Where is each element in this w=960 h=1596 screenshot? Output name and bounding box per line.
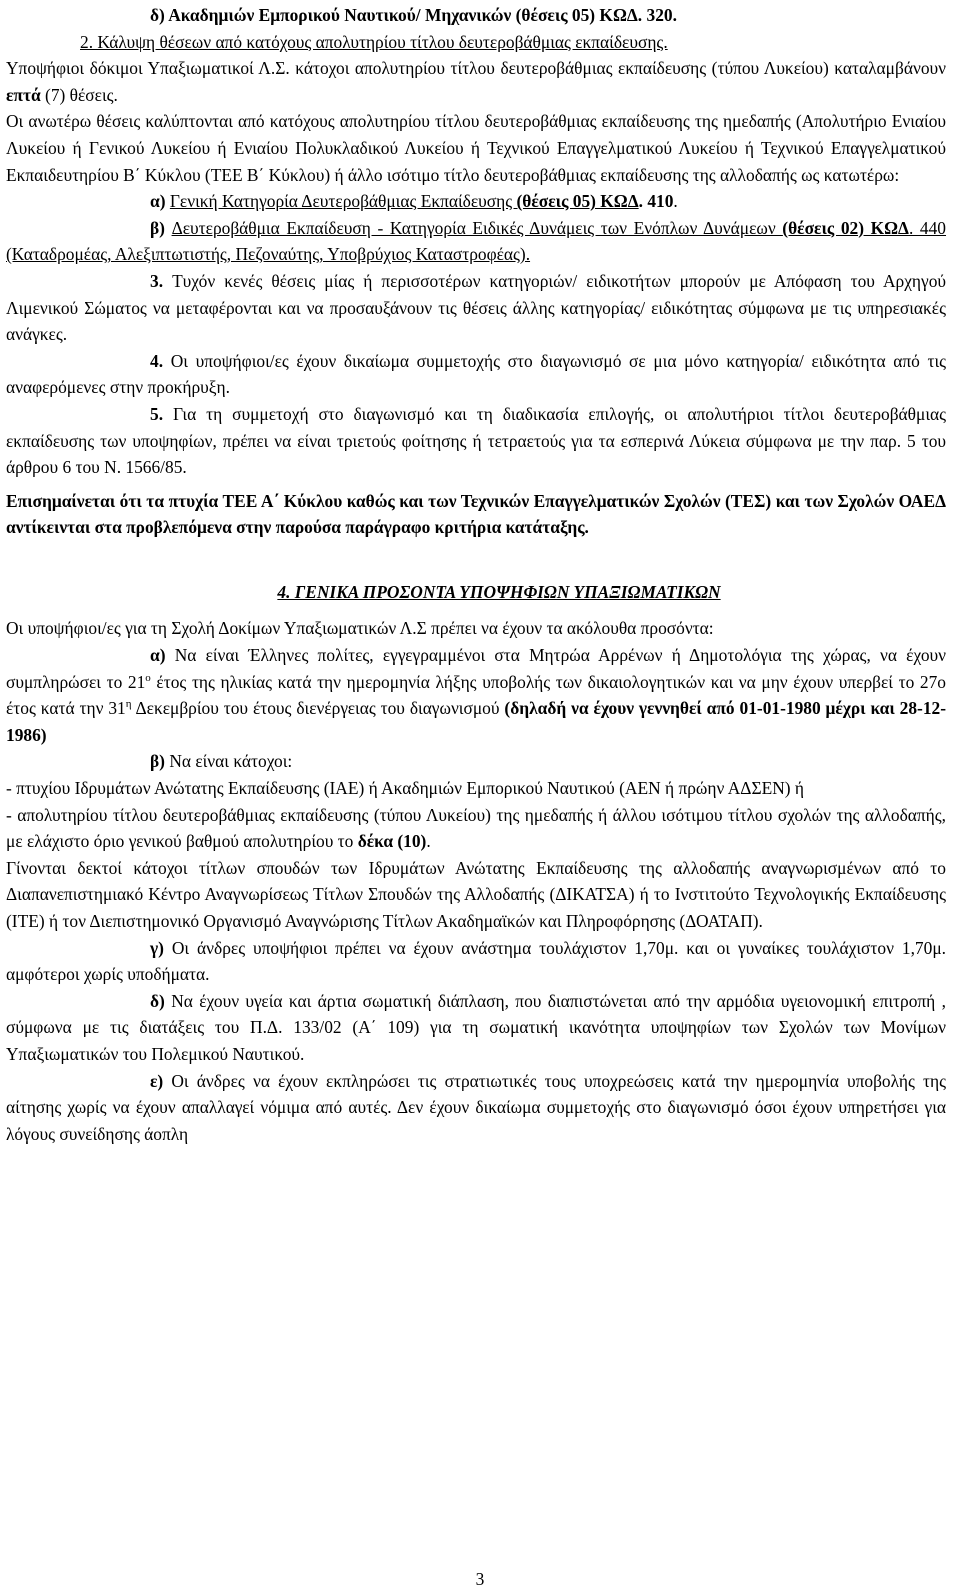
qualification-b: β) Να είναι κάτοχοι: — [150, 751, 293, 772]
spacer — [6, 541, 946, 579]
candidates-paragraph: Υποψήφιοι δόκιμοι Υπαξιωματικοί Λ.Σ. κάτοχοι απολυτηρίου τίτλου δευτεροβάθμιας εκπαίδευσης (τύπου Λυκείου) καταλαμβάνουν επτά (7) θέσεις. — [6, 58, 946, 105]
positions-paragraph: Οι ανωτέρω θέσεις καλύπτονται από κατόχους απολυτηρίου τίτλου δευτεροβάθμιας εκπαίδευσης της ημεδαπής (Απολυτήριο Ενιαίου Λυκείου ή Γενικού Λυκείου ή Ενιαίου Πολυκλαδικού Λυκείου ή Τεχνικού Επαγγελματικού Λυκείου ή Τεχνικού Επαγγελματικού Εκπαιδευτηρίου Β΄ Κύκλου (ΤΕΕ Β΄ Κύκλου) ή άλλο ισότιμο τίτλο δευτεροβάθμιας εκπαίδευσης της αλλοδαπής ως κατωτέρω: — [6, 111, 946, 185]
item-5-paragraph: 5. Για τη συμμετοχή στο διαγωνισμό και τη διαδικασία επιλογής, οι απολυτήριοι τίτλοι δευτεροβάθμιας εκπαίδευσης των υποψηφίων, πρέπει να είναι τριετούς φοίτησης ή τετραετούς για τα εσπερινά Λύκεια σύμφωνα με την παρ. 5 του άρθρου 6 του Ν. 1566/85. — [6, 403, 946, 478]
qualification-b-item-2: - απολυτηρίου τίτλου δευτεροβάθμιας εκπαίδευσης (τύπου Λυκείου) της ημεδαπής ή άλλου ισότιμου τίτλου σχολών της αλλοδαπής, με ελάχιστο όριο γενικού βαθμού απολυτηρίου το δέκα (10). — [6, 804, 946, 852]
academies-line: δ) Ακαδημιών Εμπορικού Ναυτικού/ Μηχανικών (θέσεις 05) ΚΩΔ. 320. — [150, 5, 677, 25]
spacer — [6, 605, 946, 615]
section-4-intro: Οι υποψήφιοι/ες για τη Σχολή Δοκίμων Υπαξιωματικών Λ.Σ πρέπει να έχουν τα ακόλουθα προσόντα: — [6, 618, 714, 639]
qualification-b-item-1: - πτυχίου Ιδρυμάτων Ανώτατης Εκπαίδευσης (ΙΑΕ) ή Ακαδημιών Εμπορικού Ναυτικού (ΑΕΝ ή πρώην ΑΔΣΕΝ) ή — [6, 778, 804, 799]
category-alpha: α) Γενική Κατηγορία Δευτεροβάθμιας Εκπαίδευσης (θέσεις 05) ΚΩΔ. 410. — [150, 191, 678, 212]
qualification-e: ε) Οι άνδρες να έχουν εκπληρώσει τις στρατιωτικές τους υποχρεώσεις κατά την ημερομηνία υποβολής της αίτησης χωρίς να έχουν απαλλαγεί νόμιμα από αυτές. Δεν έχουν δικαίωμα συμμετοχής στο διαγωνισμό όσοι έχουν υπηρετήσει για λόγους συνείδησης άοπλη — [6, 1070, 946, 1144]
section-4-heading: 4. ΓΕΝΙΚΑ ΠΡΟΣΟΝΤΑ ΥΠΟΨΗΦΙΩΝ ΥΠΑΞΙΩΜΑΤΙΚΩΝ — [277, 581, 721, 602]
item-2-heading: 2. Κάλυψη θέσεων από κατόχους απολυτηρίου τίτλου δευτεροβάθμιας εκπαίδευσης. — [80, 31, 668, 52]
item-3-paragraph: 3. Τυχόν κενές θέσεις μίας ή περισσοτέρων κατηγοριών/ ειδικοτήτων μπορούν με Απόφαση του Αρχηγού Λιμενικού Σώματος να μεταφέρονται και να προσαυξάνουν τις θέσεις άλλης κατηγορίας/ ειδικότητας σύμφωνα με τις υπηρεσιακές ανάγκες. — [6, 270, 946, 345]
qualification-c: γ) Οι άνδρες υποψήφιοι πρέπει να έχουν ανάστημα τουλάχιστον 1,70μ. και οι γυναίκες τουλάχιστον 1,70μ. αμφότεροι χωρίς υποδήματα. — [6, 937, 946, 985]
category-beta: β) Δευτεροβάθμια Εκπαίδευση - Κατηγορία Ειδικές Δυνάμεις των Ενόπλων Δυνάμεων (θέσεις 02) ΚΩΔ. 440 (Καταδρομέας, Αλεξιπτωτιστής, Πεζοναύτης, Υποβρύχιος Καταστροφέας). — [6, 217, 947, 265]
qualification-a: α) Να είναι Έλληνες πολίτες, εγγεγραμμένοι στα Μητρώα Αρρένων ή Δημοτολόγια της χώρας, να έχουν συμπληρώσει το $21^o$ έτος της ηλικίας κατά την ημερομηνία λήξης υποβολής των δικαιολογητικών και να μην έχουν υπερβεί το 27ο έτος κατά την $31^\eta$ Δεκεμβρίου του έτους διενέργειας του διαγωνισμού (δηλαδή να έχουν γεννηθεί από 01-01-1980 μέχρι και 28-12- 1986) — [6, 645, 947, 745]
accepted-titles-paragraph: Γίνονται δεκτοί κάτοχοι τίτλων σπουδών των Ιδρυμάτων Ανώτατης Εκπαίδευσης της αλλοδαπής αναγνωρισμένων από το Διαπανεπιστημιακό Κέντρο Αναγνωρίσεως Τίτλων Σπουδών της Αλλοδαπής (ΔΙΚΑΤΣΑ) ή το Ινστιτούτο Τεχνολογικής Εκπαίδευσης (ΙΤΕ) ή τον Διεπιστημονικό Οργανισμό Αναγνώρισης Τίτλων Ακαδημαϊκών και Πληροφόρησης (ΔΟΑΤΑΠ). — [6, 857, 946, 931]
page-number: 3 — [475, 1569, 485, 1589]
qualification-d: δ) Να έχουν υγεία και άρτια σωματική διάπλαση, που διαπιστώνεται από την αρμόδια υγειονομική επιτροπή , σύμφωνα με τις διατάξεις του Π.Δ. 133/02 (Α΄ 109) για τη σωματική ικανότητα υποψηφίων των Σχολών των Μονίμων Υπαξιωματικών του Πολεμικού Ναυτικού. — [6, 990, 946, 1064]
notice-paragraph: Επισημαίνεται ότι τα πτυχία ΤΕΕ Α΄ Κύκλου καθώς και των Τεχνικών Επαγγελματικών Σχολών (ΤΕΣ) και των Σχολών ΟΑΕΔ αντίκεινται στα προβλεπόμενα στην παρούσα παράγραφο κριτήρια κατάταξης. — [6, 490, 946, 538]
item-4-paragraph: 4. Οι υποψήφιοι/ες έχουν δικαίωμα συμμετοχής στο διαγωνισμό σε μια μόνο κατηγορία/ ειδικότητα από τις αναφερόμενες στην προκήρυξη. — [6, 350, 947, 398]
